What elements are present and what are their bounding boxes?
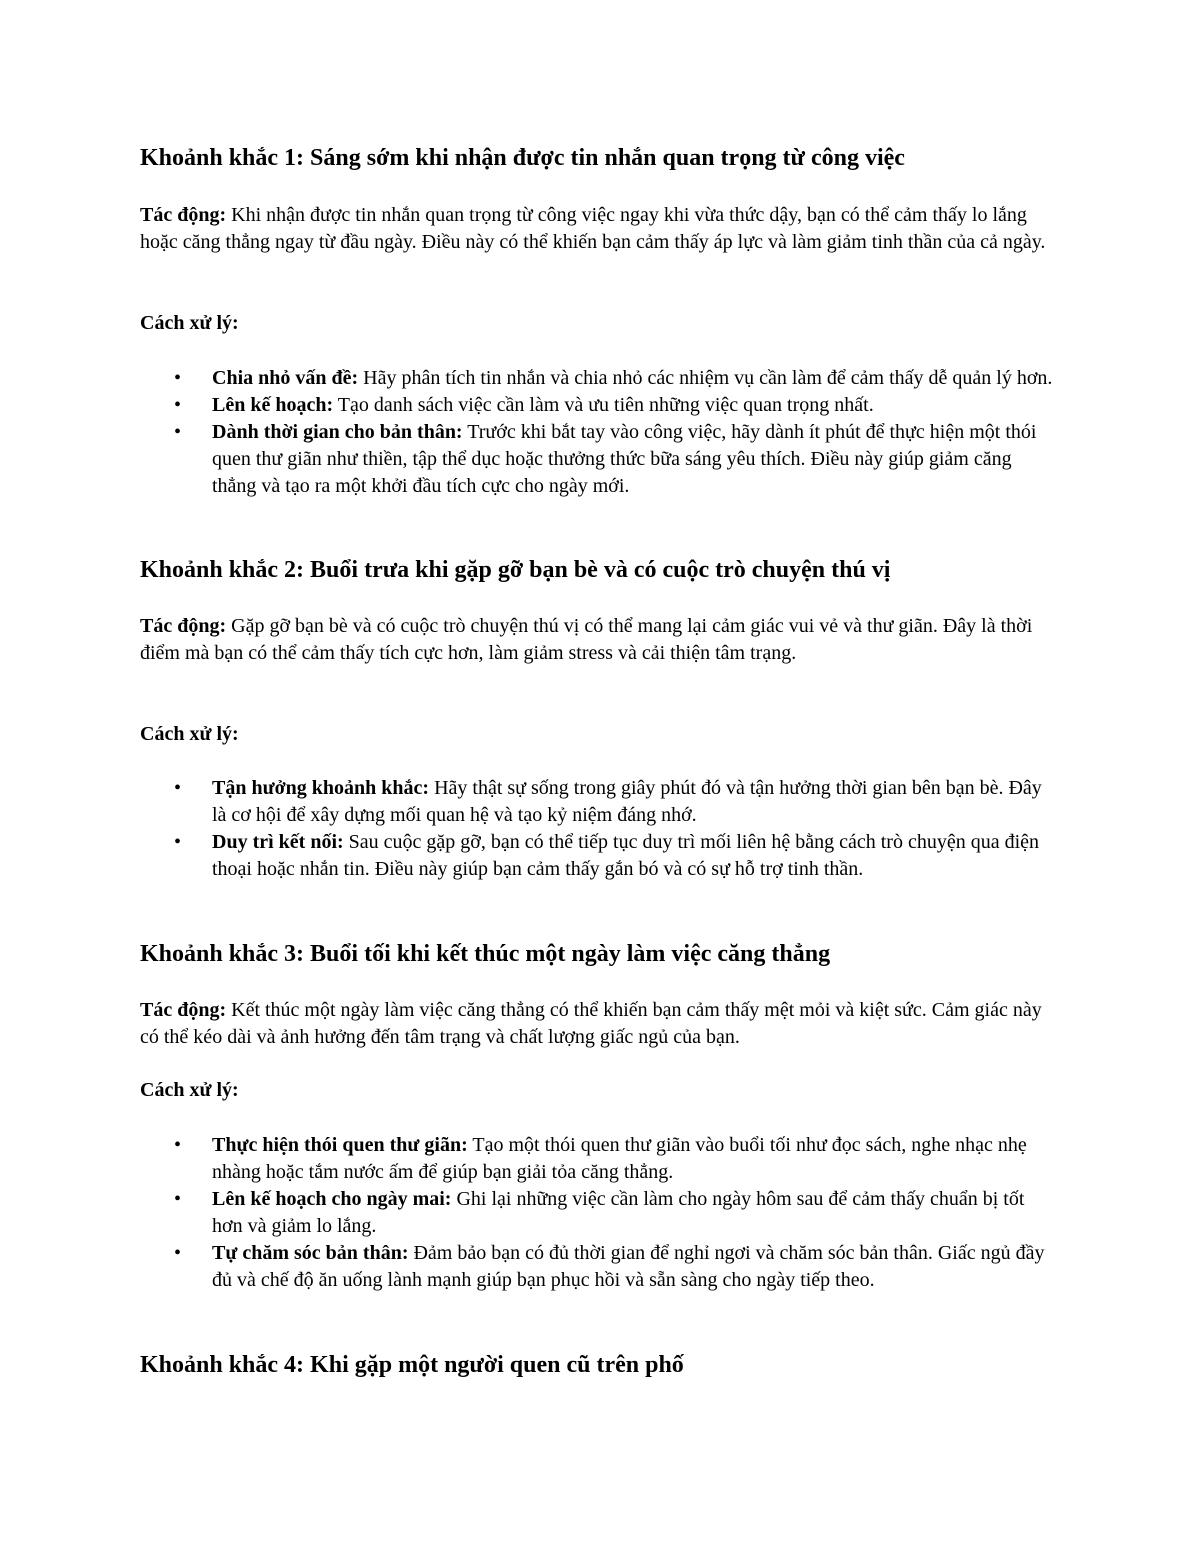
bullet-icon: • <box>174 394 182 416</box>
list-item-label: Lên kế hoạch cho ngày mai: <box>212 1188 452 1210</box>
bullet-icon: • <box>174 1242 182 1264</box>
list-item-label: Duy trì kết nối: <box>212 831 344 853</box>
section-4-heading: Khoảnh khắc 4: Khi gặp một người quen cũ trên phố <box>140 1352 684 1378</box>
list-item-text: Trước khi bắt tay vào công việc, hãy dành ít phút để thực hiện một thói quen thư giãn như thiền, tập thể dục hoặc thưởng thức bữa sáng yêu thích. Điều này giúp giảm căng thẳng và tạo ra một khởi đầu tích cực cho ngày mới. <box>212 421 1037 497</box>
bullet-icon: • <box>174 1134 182 1156</box>
section-2-list <box>140 775 1055 883</box>
list-item-label: Thực hiện thói quen thư giãn: <box>212 1134 468 1156</box>
list-item-label: Tự chăm sóc bản thân: <box>212 1242 409 1264</box>
list-item-text: Hãy thật sự sống trong giây phút đó và tận hưởng thời gian bên bạn bè. Đây là cơ hội để xây dựng mối quan hệ và tạo kỷ niệm đáng nhớ. <box>212 777 1042 826</box>
list-item-text: Ghi lại những việc cần làm cho ngày hôm sau để cảm thấy chuẩn bị tốt hơn và giảm lo lắng. <box>212 1188 1025 1237</box>
section-3-impact-text: Kết thúc một ngày làm việc căng thẳng có thể khiến bạn cảm thấy mệt mỏi và kiệt sức. Cảm giác này có thể kéo dài và ảnh hưởng đến tâm trạng và chất lượng giấc ngủ của bạn. <box>140 999 1042 1048</box>
section-3-handling-label: Cách xử lý: <box>140 1079 239 1101</box>
section-1-handling-label: Cách xử lý: <box>140 312 239 334</box>
list-item-text: Tạo một thói quen thư giãn vào buổi tối như đọc sách, nghe nhạc nhẹ nhàng hoặc tắm nước ấm để giúp bạn giải tỏa căng thẳng. <box>212 1134 1027 1183</box>
list-item-text: Tạo danh sách việc cần làm và ưu tiên những việc quan trọng nhất. <box>333 394 874 416</box>
list-item <box>140 829 1055 883</box>
bullet-icon: • <box>174 421 182 443</box>
list-item <box>140 365 1055 392</box>
section-2-impact-label: Tác động: <box>140 615 227 637</box>
section-1-impact-label: Tác động: <box>140 204 227 226</box>
list-item <box>140 1240 1055 1294</box>
list-item <box>140 775 1055 829</box>
list-item-label: Lên kế hoạch: <box>212 394 334 416</box>
list-item <box>140 1186 1055 1240</box>
list-item <box>140 392 1055 419</box>
section-1-list <box>140 365 1055 500</box>
list-item-text: Sau cuộc gặp gỡ, bạn có thể tiếp tục duy trì mối liên hệ bằng cách trò chuyện qua điện thoại hoặc nhắn tin. Điều này giúp bạn cảm thấy gắn bó và có sự hỗ trợ tinh thần. <box>212 831 1040 880</box>
bullet-icon: • <box>174 831 182 853</box>
list-item <box>140 419 1055 500</box>
list-item <box>140 1132 1055 1186</box>
section-3-list <box>140 1132 1055 1294</box>
bullet-icon: • <box>174 1188 182 1210</box>
list-item-label: Chia nhỏ vấn đề: <box>212 367 359 389</box>
list-item-text: Đảm bảo bạn có đủ thời gian để nghỉ ngơi và chăm sóc bản thân. Giấc ngủ đầy đủ và chế độ ăn uống lành mạnh giúp bạn phục hồi và sẵn sàng cho ngày tiếp theo. <box>212 1242 1045 1291</box>
section-1-impact <box>140 202 1055 256</box>
list-item-label: Dành thời gian cho bản thân: <box>212 421 463 443</box>
list-item-text: Hãy phân tích tin nhắn và chia nhỏ các nhiệm vụ cần làm để cảm thấy dễ quản lý hơn. <box>358 367 1053 389</box>
section-2-impact-text: Gặp gỡ bạn bè và có cuộc trò chuyện thú vị có thể mang lại cảm giác vui vẻ và thư giãn. Đây là thời điểm mà bạn có thể cảm thấy tích cực hơn, làm giảm stress và cải thiện tâm trạng. <box>140 615 1033 664</box>
list-item-label: Tận hưởng khoảnh khắc: <box>212 777 430 799</box>
section-2-handling-label: Cách xử lý: <box>140 723 239 745</box>
section-3-impact-label: Tác động: <box>140 999 227 1021</box>
section-1-impact-text: Khi nhận được tin nhắn quan trọng từ công việc ngay khi vừa thức dậy, bạn có thể cảm thấy lo lắng hoặc căng thẳng ngay từ đầu ngày. Điều này có thể khiến bạn cảm thấy áp lực và làm giảm tinh thần của cả ngày. <box>140 204 1046 253</box>
section-3-impact <box>140 997 1055 1051</box>
section-1-heading: Khoảnh khắc 1: Sáng sớm khi nhận được tin nhắn quan trọng từ công việc <box>140 145 905 171</box>
bullet-icon: • <box>174 367 182 389</box>
section-2-impact <box>140 613 1055 667</box>
bullet-icon: • <box>174 777 182 799</box>
section-2-heading: Khoảnh khắc 2: Buổi trưa khi gặp gỡ bạn bè và có cuộc trò chuyện thú vị <box>140 557 891 583</box>
section-3-heading: Khoảnh khắc 3: Buổi tối khi kết thúc một ngày làm việc căng thẳng <box>140 941 831 967</box>
